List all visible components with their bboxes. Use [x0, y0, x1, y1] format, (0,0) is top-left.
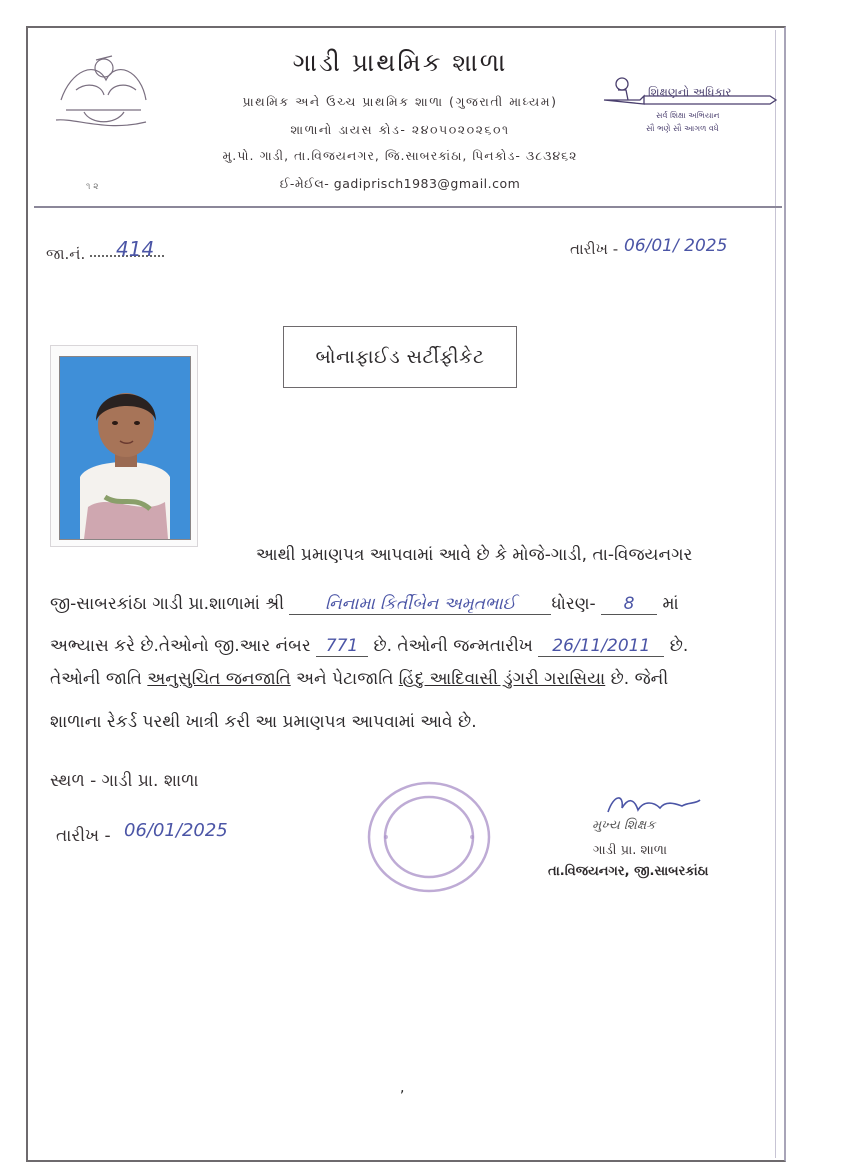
- stray-mark: ,: [400, 1080, 405, 1096]
- student-photo: [59, 356, 191, 540]
- body-line-4-suffix: છે. જેની: [610, 669, 669, 689]
- school-name: ગાડી પ્રાથમિક શાળા: [292, 48, 508, 77]
- education-right-logo-icon: [600, 70, 780, 130]
- right-logo-title: શિક્ષણનો અધિકાર: [648, 85, 732, 99]
- school-subtitle: પ્રાથમિક અને ઉચ્ચ પ્રાથમિક શાળા (ગુજરાતી માધ્યમ): [242, 94, 558, 109]
- signatory-school: ગાડી પ્રા. શાળા: [593, 843, 668, 858]
- subcaste-value: હિંદુ આદિવાસી ડુંગરી ગરાસિયા: [398, 669, 606, 689]
- body-line-1: આથી પ્રમાણપત્ર આપવામાં આવે છે કે મોજે-ગાડી, તા-વિજયનગર: [256, 545, 693, 565]
- logo-footnote: ૧ ૨: [86, 182, 99, 192]
- signature-icon: [604, 790, 704, 820]
- birth-date-value: 26/11/2011: [538, 636, 664, 657]
- caste-label: તેઓની જાતિ: [50, 669, 142, 689]
- ref-number-label: જા.નં.: [46, 245, 86, 263]
- school-address: મુ.પો. ગાડી, તા.વિજયનગર, જિ.સાબરકાંઠા, પિનકોડ- ૩૮૩૪૬૨: [222, 148, 578, 163]
- ref-number-value: 414: [116, 237, 155, 261]
- header-divider: [34, 206, 782, 208]
- birth-date-label: છે. તેઓની જન્મતારીખ: [373, 636, 533, 656]
- gr-number-value: 771: [316, 636, 368, 657]
- body-line-2-suffix: માં: [662, 594, 679, 614]
- standard-value: 8: [601, 594, 657, 615]
- school-stamp-icon: [364, 778, 494, 896]
- body-line-3: [50, 636, 688, 657]
- signatory-taluka: તા.વિજયનગર, જી.સાબરકાંઠા: [548, 864, 709, 879]
- issue-date-value: 06/01/ 2025: [624, 236, 728, 256]
- right-logo-tagline: સૌ ભણે સૌ આગળ વધે: [646, 124, 719, 133]
- dise-code: શાળાનો ડાયસ કોડ- ૨૪૦૫૦૨૦૨૬૦૧: [290, 122, 510, 137]
- standard-label: ધોરણ-: [551, 594, 596, 614]
- body-line-2-prefix: જી-સાબરકાંઠા ગાડી પ્રા.શાળામાં શ્રી: [50, 594, 285, 614]
- place: સ્થળ - ગાડી પ્રા. શાળા: [50, 771, 199, 791]
- caste-value: અનુસુચિત જનજાતિ: [147, 669, 291, 689]
- student-name: નિનામા કિર્તીબેન અમૃતભાઈ: [289, 594, 551, 615]
- body-line-5: શાળાના રેકર્ડ પરથી ખાત્રી કરી આ પ્રમાણપત્ર આપવામાં આવે છે.: [50, 712, 477, 732]
- body-line-2: [50, 594, 679, 615]
- gr-number-label: અભ્યાસ કરે છે.તેઓનો જી.આર નંબર: [50, 636, 311, 656]
- footer-date-label: તારીખ -: [56, 826, 111, 846]
- school-email: ઈ-મેઈલ- gadiprisch1983@gmail.com: [279, 176, 521, 191]
- right-logo-subtitle: સર્વ શિક્ષા અભિયાન: [656, 111, 720, 120]
- footer-date-value: 06/01/2025: [124, 820, 228, 841]
- subcaste-label: અને પેટાજાતિ: [296, 669, 394, 689]
- signatory-designation: મુખ્ય શિક્ષક: [592, 818, 656, 833]
- school-emblem-icon: [46, 40, 156, 136]
- certificate-title: બોનાફાઈડ સર્ટીફીકેટ: [283, 326, 517, 388]
- issue-date-label: તારીખ -: [570, 240, 619, 258]
- body-line-3-suffix: છે.: [669, 636, 689, 656]
- body-line-4: [50, 669, 668, 689]
